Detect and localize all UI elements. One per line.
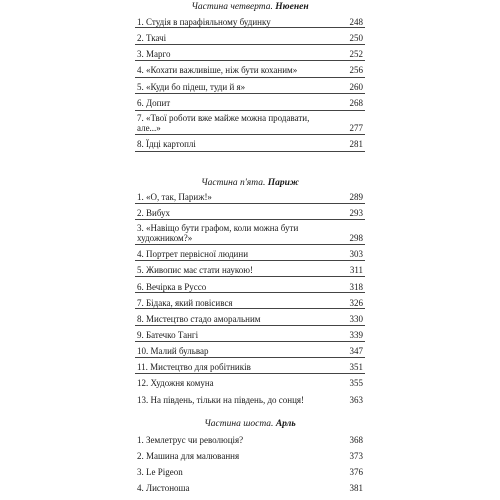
toc-entry-title: 4. «Кохати важливіше, ніж бути коханим» bbox=[137, 65, 298, 76]
divider bbox=[135, 110, 365, 111]
toc-entry-title: 2. Ткачі bbox=[137, 33, 167, 44]
toc-entry bbox=[137, 314, 363, 324]
toc-entry-page: 268 bbox=[349, 98, 363, 109]
toc-entry-title: 7. «Твої роботи вже майже можна продавати, але...» bbox=[137, 113, 310, 134]
part-heading-name: Нюенен bbox=[275, 2, 309, 13]
toc-entry-title: 9. Батечко Тангі bbox=[137, 330, 199, 340]
toc-entry-page: 248 bbox=[349, 16, 363, 27]
part-heading-name: Арль bbox=[275, 419, 296, 430]
toc-entry-title: 5. Живопис має стати наукою! bbox=[137, 265, 253, 276]
toc-entry-page: 311 bbox=[349, 265, 363, 276]
toc-entry bbox=[137, 223, 363, 243]
divider bbox=[135, 151, 365, 152]
toc-entry bbox=[137, 139, 363, 149]
toc-entry bbox=[137, 265, 363, 275]
divider bbox=[135, 93, 365, 94]
divider bbox=[135, 292, 365, 293]
part-heading-prefix: Частина четверта. bbox=[191, 2, 273, 13]
toc-entry bbox=[137, 483, 363, 493]
toc-entry-page: 330 bbox=[349, 313, 363, 324]
toc-entry-title: 8. Мистецтво стадо аморальним bbox=[137, 313, 261, 324]
toc-entry-title: 3. «Навіщо бути графом, коли можна бути художником?» bbox=[137, 223, 299, 244]
toc-entry-title: 4. Листоноша bbox=[137, 483, 190, 494]
divider bbox=[135, 260, 365, 261]
toc-entry-page: 363 bbox=[349, 394, 363, 405]
toc-entry bbox=[137, 249, 363, 259]
divider bbox=[135, 357, 365, 358]
toc-entry bbox=[137, 435, 363, 445]
toc-entry-page: 281 bbox=[349, 139, 363, 150]
divider bbox=[135, 244, 365, 245]
toc-entry-title: 7. Бідака, який повісився bbox=[137, 297, 233, 308]
toc-entry bbox=[137, 49, 363, 59]
toc-entry-page: 260 bbox=[349, 81, 363, 92]
toc-entry-page: 303 bbox=[349, 249, 363, 260]
toc-entry-page: 351 bbox=[349, 362, 363, 373]
part-heading-prefix: Частина шоста. bbox=[204, 419, 274, 430]
part-heading bbox=[0, 2, 500, 12]
toc-entry-title: 8. Їдці картоплі bbox=[137, 139, 196, 150]
toc-entry-page: 252 bbox=[349, 49, 363, 60]
toc-entry bbox=[137, 346, 363, 356]
divider bbox=[135, 77, 365, 78]
divider bbox=[135, 44, 365, 45]
divider bbox=[135, 373, 365, 374]
divider bbox=[135, 276, 365, 277]
divider bbox=[135, 308, 365, 309]
toc-entry bbox=[137, 82, 363, 92]
toc-entry-title: 6. Допит bbox=[137, 98, 171, 109]
toc-entry-title: 1. Землетрус чи революція? bbox=[137, 434, 244, 445]
toc-entry-title: 2. Вибух bbox=[137, 208, 171, 219]
part-heading-name: Париж bbox=[267, 177, 299, 188]
toc-entry bbox=[137, 98, 363, 108]
toc-entry bbox=[137, 208, 363, 218]
toc-entry-page: 381 bbox=[349, 483, 363, 494]
toc-entry bbox=[137, 330, 363, 340]
toc-entry-title: 4. Портрет первісної людини bbox=[137, 249, 249, 260]
toc-entry-title: 3. Марго bbox=[137, 49, 171, 60]
divider bbox=[135, 325, 365, 326]
toc-entry bbox=[137, 192, 363, 202]
toc-entry-title: 13. На південь, тільки на південь, до сонця! bbox=[137, 394, 305, 405]
part-heading bbox=[0, 178, 500, 188]
toc-entry bbox=[137, 451, 363, 461]
toc-entry-title: 11. Мистецтво для робітників bbox=[137, 362, 251, 373]
toc-entry-page: 376 bbox=[349, 466, 363, 477]
toc-entry-page: 298 bbox=[349, 233, 363, 244]
toc-entry-page: 339 bbox=[349, 330, 363, 340]
toc-entry-page: 256 bbox=[349, 65, 363, 76]
toc-entry bbox=[137, 65, 363, 75]
toc-entry-page: 318 bbox=[349, 281, 363, 292]
toc-entry-page: 355 bbox=[349, 378, 363, 389]
toc-entry bbox=[137, 298, 363, 308]
toc-entry bbox=[137, 395, 363, 405]
toc-entry-title: 10. Малий бульвар bbox=[137, 346, 209, 357]
toc-entry bbox=[137, 33, 363, 43]
toc-entry bbox=[137, 362, 363, 372]
divider bbox=[135, 134, 365, 135]
toc-entry-title: 12. Художня комуна bbox=[137, 378, 214, 389]
toc-entry-page: 326 bbox=[349, 297, 363, 308]
toc-entry-title: 1. «О, так, Париж!» bbox=[137, 192, 212, 203]
divider bbox=[135, 27, 365, 28]
toc-entry-page: 250 bbox=[349, 33, 363, 44]
toc-entry-title: 6. Вечірка в Руссо bbox=[137, 281, 207, 292]
toc-entry-page: 368 bbox=[349, 434, 363, 445]
part-heading-prefix: Частина п'ята. bbox=[201, 177, 266, 188]
toc-entry-title: 5. «Куди бо підеш, туди й я» bbox=[137, 81, 246, 92]
toc-entry bbox=[137, 17, 363, 27]
toc-entry-page: 277 bbox=[349, 123, 363, 134]
divider bbox=[135, 60, 365, 61]
toc-entry-page: 293 bbox=[349, 208, 363, 219]
part-heading bbox=[0, 419, 500, 429]
toc-entry-title: 3. Le Pigeon bbox=[137, 466, 183, 477]
toc-entry-page: 289 bbox=[349, 192, 363, 203]
toc-entry-title: 2. Машина для малювання bbox=[137, 450, 240, 461]
toc-entry bbox=[137, 467, 363, 477]
divider bbox=[135, 341, 365, 342]
toc-entry bbox=[137, 113, 363, 133]
toc-entry bbox=[137, 282, 363, 292]
toc-entry-page: 373 bbox=[349, 450, 363, 461]
toc-entry-title: 1. Студія в парафіяльному будинку bbox=[137, 16, 271, 27]
toc-entry bbox=[137, 378, 363, 388]
toc-entry-page: 347 bbox=[349, 346, 363, 357]
divider bbox=[135, 203, 365, 204]
divider bbox=[135, 219, 365, 220]
